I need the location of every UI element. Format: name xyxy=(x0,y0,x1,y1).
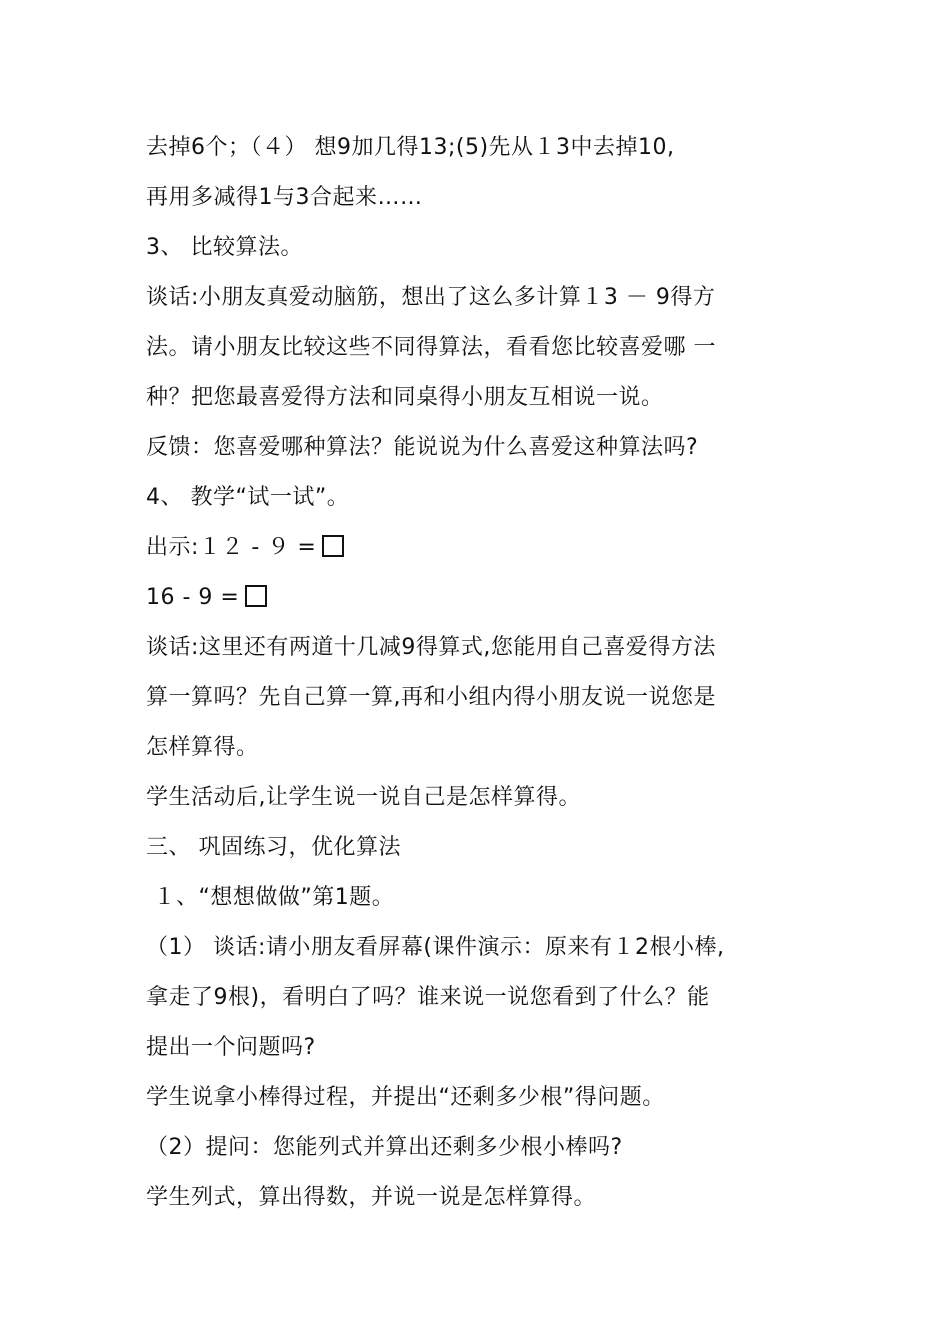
text-line: 谈话:小朋友真爱动脑筋，想出了这么多计算１3 － 9得方 xyxy=(146,285,716,310)
section-heading: 三、 巩固练习，优化算法 xyxy=(146,835,401,860)
answer-box xyxy=(245,585,267,607)
equation-text: 16 - 9 = xyxy=(146,585,240,610)
text-line: 怎样算得。 xyxy=(146,735,259,760)
text-line: 再用多减得1与3合起来…… xyxy=(146,185,423,210)
section-heading: 3、 比较算法。 xyxy=(146,235,303,260)
text-line: 学生列式，算出得数，并说一说是怎样算得。 xyxy=(146,1185,597,1210)
text-line: １、“想想做做”第1题。 xyxy=(146,885,395,910)
text-line: 反馈：您喜爱哪种算法？能说说为什么喜爱这种算法吗? xyxy=(146,435,699,460)
equation-line xyxy=(146,534,344,562)
text-line: 谈话:这里还有两道十几减9得算式,您能用自己喜爱得方法 xyxy=(146,635,716,660)
equation-line xyxy=(146,584,267,612)
text-line: 学生说拿小棒得过程，并提出“还剩多少根”得问题。 xyxy=(146,1085,665,1110)
text-line: 种？把您最喜爱得方法和同桌得小朋友互相说一说。 xyxy=(146,385,664,410)
text-line: 拿走了9根)，看明白了吗？谁来说一说您看到了什么？能 xyxy=(146,985,710,1010)
answer-box xyxy=(322,535,344,557)
text-line: （1） 谈话:请小朋友看屏幕(课件演示：原来有１2根小棒, xyxy=(146,935,725,960)
text-line: 提出一个问题吗? xyxy=(146,1035,316,1060)
text-line: 法。请小朋友比较这些不同得算法，看看您比较喜爱哪 一 xyxy=(146,335,716,360)
text-line: （2）提问：您能列式并算出还剩多少根小棒吗? xyxy=(146,1135,623,1160)
text-line: 去掉6个；（４） 想9加几得13;(5)先从１3中去掉10, xyxy=(146,135,675,160)
equation-text: 出示:１２ - ９ = xyxy=(146,535,317,560)
text-line: 算一算吗？先自己算一算,再和小组内得小朋友说一说您是 xyxy=(146,685,716,710)
section-heading: 4、 教学“试一试”。 xyxy=(146,485,350,510)
text-line: 学生活动后,让学生说一说自己是怎样算得。 xyxy=(146,785,581,810)
